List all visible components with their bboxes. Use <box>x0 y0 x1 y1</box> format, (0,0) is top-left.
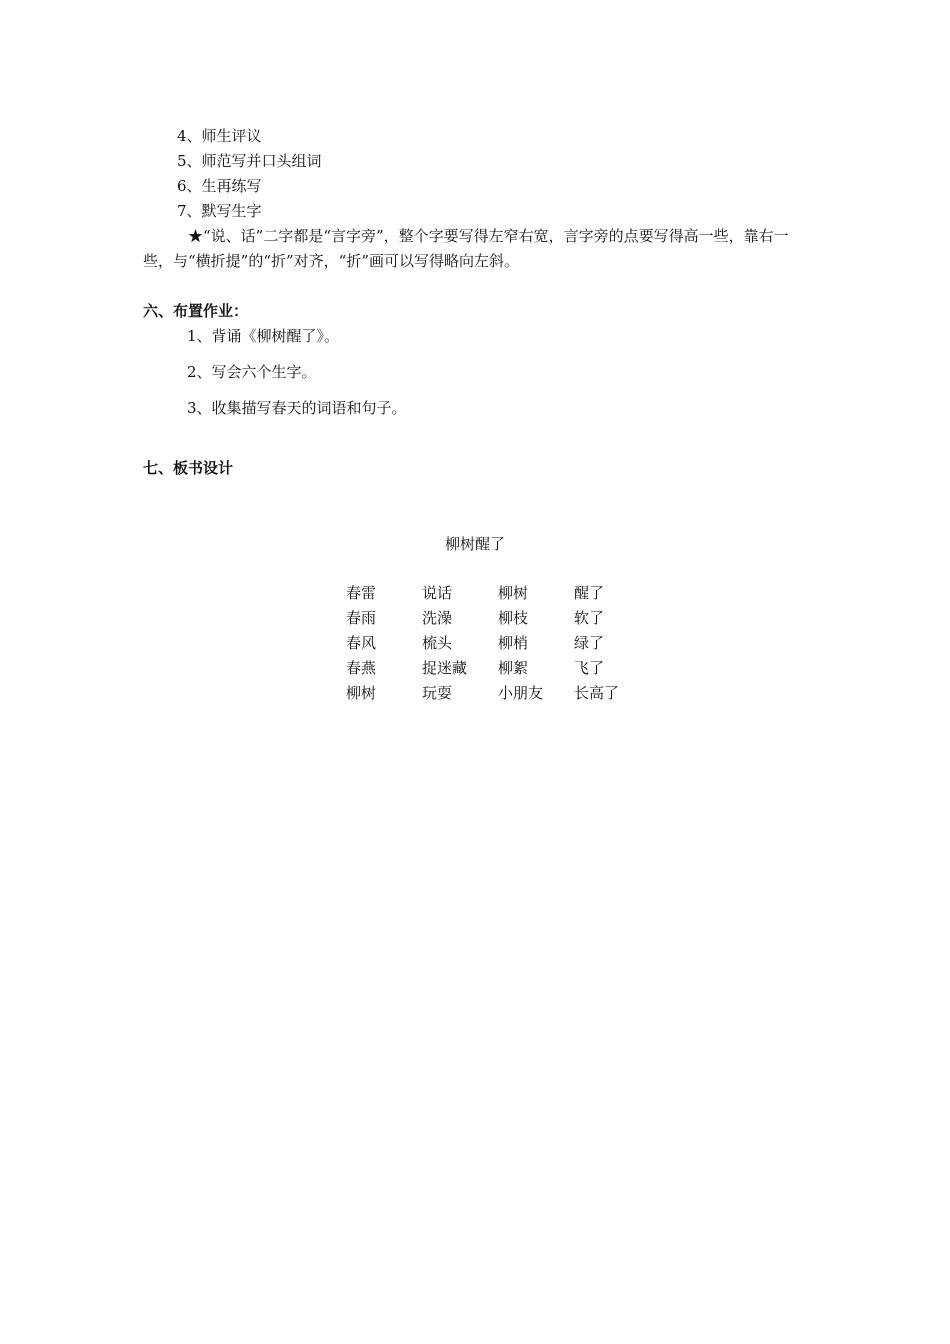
board-cell: 春雨 <box>346 609 377 627</box>
board-cell: 捉迷藏 <box>422 659 468 677</box>
step-item: 4、师生评议 <box>177 127 262 145</box>
board-cell: 飞了 <box>574 659 605 677</box>
homework-heading: 六、布置作业： <box>143 302 249 320</box>
board-cell: 春风 <box>346 634 377 652</box>
board-cell: 说话 <box>422 584 453 602</box>
board-cell: 柳枝 <box>498 609 529 627</box>
board-design-heading: 七、板书设计 <box>143 459 234 477</box>
board-cell: 洗澡 <box>422 609 453 627</box>
writing-tip-paragraph <box>143 224 807 274</box>
step-item: 5、师范写并口头组词 <box>177 152 322 170</box>
board-title: 柳树醒了 <box>444 535 505 553</box>
board-cell: 春燕 <box>346 659 377 677</box>
writing-tip-text: ★“说、话”二字都是“言字旁”，整个字要写得左窄右宽，言字旁的点要写得高一些，靠右一些，与“横折提”的“折”对齐，“折”画可以写得略向左斜。 <box>143 227 789 270</box>
board-table <box>346 583 650 703</box>
board-cell: 柳树 <box>346 684 377 702</box>
board-cell: 柳梢 <box>498 634 529 652</box>
board-cell: 春雷 <box>346 584 377 602</box>
step-item: 7、默写生字 <box>177 202 262 220</box>
board-cell: 玩耍 <box>422 684 453 702</box>
step-item: 6、生再练写 <box>177 177 262 195</box>
board-cell: 软了 <box>574 609 605 627</box>
board-cell: 柳絮 <box>498 659 529 677</box>
board-cell: 醒了 <box>574 584 605 602</box>
board-cell: 小朋友 <box>498 684 544 702</box>
homework-item: 3、收集描写春天的词语和句子。 <box>187 399 407 417</box>
homework-item: 2、写会六个生字。 <box>187 363 317 381</box>
board-cell: 柳树 <box>498 584 529 602</box>
board-cell: 绿了 <box>574 634 605 652</box>
board-cell: 长高了 <box>574 684 620 702</box>
board-cell: 梳头 <box>422 634 453 652</box>
homework-item: 1、背诵《柳树醒了》。 <box>187 327 340 345</box>
